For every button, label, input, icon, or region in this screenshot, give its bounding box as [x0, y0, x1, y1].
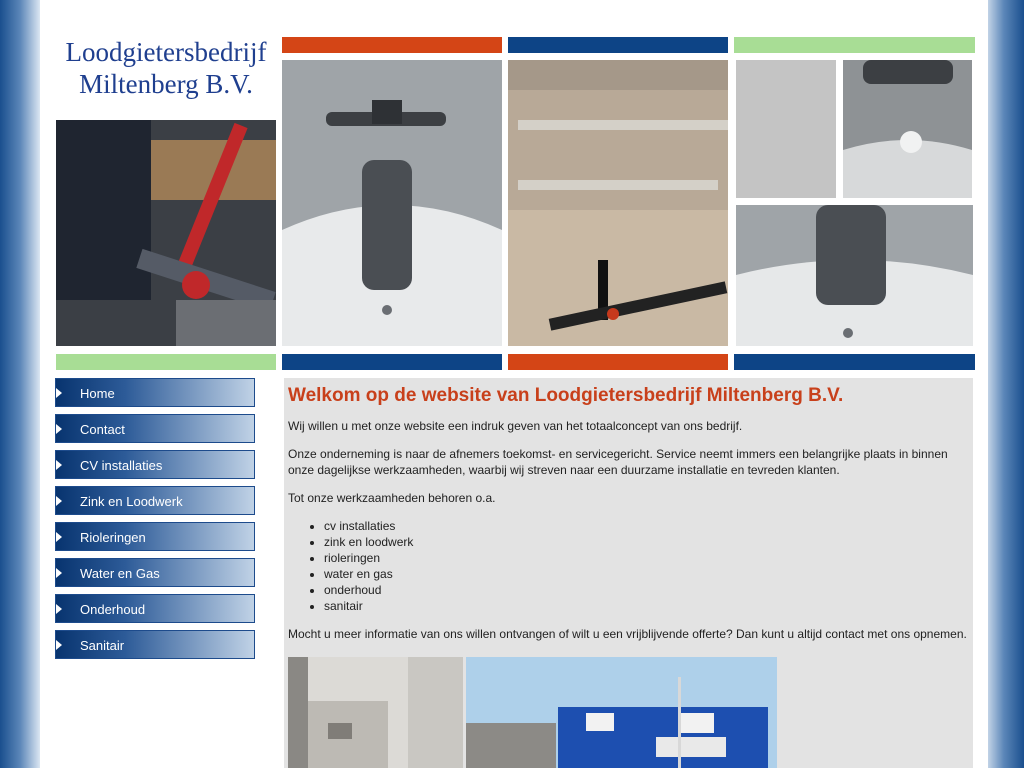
nav-label: Onderhoud — [80, 602, 146, 617]
grey-placeholder-photo — [736, 60, 836, 198]
green-bar-bottom — [56, 354, 276, 370]
nav-rioleringen[interactable] — [55, 522, 255, 551]
list-item: • onderhoud — [324, 582, 973, 598]
bathroom-photo — [288, 657, 463, 768]
logo-line-2: Miltenberg B.V. — [79, 69, 253, 99]
nav-sanitair[interactable] — [55, 630, 255, 659]
blue-bar-bottom-2 — [734, 354, 975, 370]
intro-paragraph: Wij willen u met onze website een indruk geven van het totaalconcept van ons bedrijf. — [288, 419, 743, 433]
nav-zink-en-loodwerk[interactable] — [55, 486, 255, 515]
activities-intro: Tot onze werkzaamheden behoren o.a. — [288, 491, 496, 505]
dripping-tap-photo — [843, 60, 972, 198]
red-bar-bottom — [508, 354, 728, 370]
company-building-photo — [466, 657, 777, 768]
activities-list — [288, 518, 973, 614]
nav-label: Water en Gas — [80, 566, 160, 581]
list-item: • water en gas — [324, 566, 973, 582]
nav-onderhoud[interactable] — [55, 594, 255, 623]
tap-closeup-photo — [736, 205, 973, 346]
list-item: • rioleringen — [324, 550, 973, 566]
nav-label: Rioleringen — [80, 530, 146, 545]
page — [40, 0, 988, 768]
nav-water-en-gas[interactable] — [55, 558, 255, 587]
service-paragraph: Onze onderneming is naar de afnemers toekomst- en servicegericht. Service neemt immers een belangrijke plaats in binnen onze dagelijkse werkzaamheden, waarbij wij streven naar een duurzame installatie en tevreden klanten. — [288, 447, 948, 477]
green-bar-top — [734, 37, 975, 53]
nav-arrow-icon — [56, 640, 62, 650]
main-content — [284, 378, 973, 768]
nav-home[interactable] — [55, 378, 255, 407]
contact-paragraph: Mocht u meer informatie van ons willen ontvangen of wilt u een vrijblijvende offerte? Dan kunt u altijd contact met ons opnemen. — [288, 627, 967, 641]
nav-arrow-icon — [56, 496, 62, 506]
red-bar-top — [282, 37, 502, 53]
nav-arrow-icon — [56, 568, 62, 578]
nav-arrow-icon — [56, 532, 62, 542]
nav-arrow-icon — [56, 460, 62, 470]
nav-arrow-icon — [56, 388, 62, 398]
nav-arrow-icon — [56, 424, 62, 434]
list-item: • zink en loodwerk — [324, 534, 973, 550]
list-item: • sanitair — [324, 598, 973, 614]
nav-label: CV installaties — [80, 458, 163, 473]
blue-bar-bottom — [282, 354, 502, 370]
list-item: • cv installaties — [324, 518, 973, 534]
main-nav — [55, 378, 255, 666]
logo-line-1: Loodgietersbedrijf — [65, 37, 267, 67]
tap-photo — [282, 60, 502, 346]
nav-label: Contact — [80, 422, 125, 437]
construction-site-photo — [508, 60, 728, 346]
nav-contact[interactable] — [55, 414, 255, 443]
page-title: Welkom op de website van Loodgietersbedrijf Miltenberg B.V. — [288, 385, 844, 406]
plumber-pipes-photo — [56, 120, 276, 346]
nav-label: Sanitair — [80, 638, 125, 653]
nav-label: Zink en Loodwerk — [80, 494, 183, 509]
nav-label: Home — [80, 386, 115, 401]
blue-bar-top — [508, 37, 728, 53]
nav-cv-installaties[interactable] — [55, 450, 255, 479]
company-logo[interactable] — [56, 36, 276, 100]
nav-arrow-icon — [56, 604, 62, 614]
